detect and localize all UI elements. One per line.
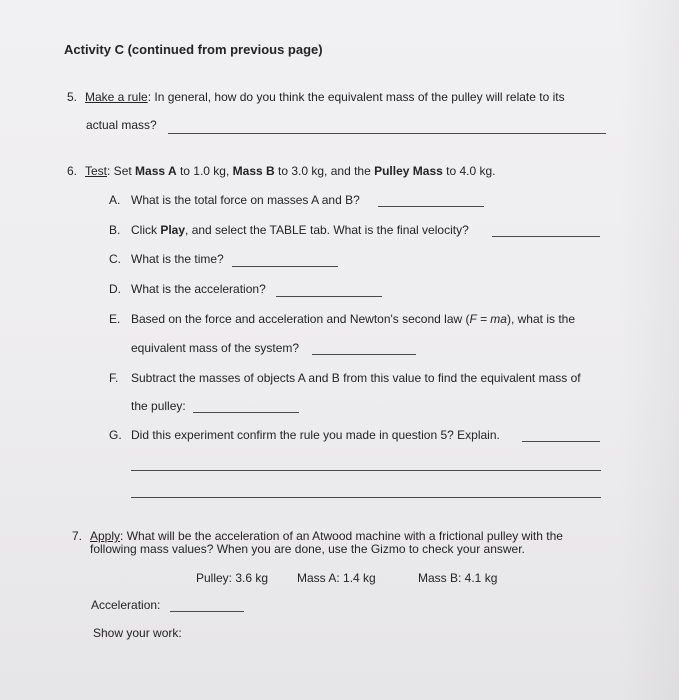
question-6g [109,428,500,442]
question-5-number: 5. [67,90,78,104]
question-6c-text: What is the time? [131,252,224,266]
question-6a [109,193,360,207]
question-6g-answer-line-2[interactable] [131,470,601,471]
question-6g-text: Did this experiment confirm the rule you made in question 5? Explain. [131,428,500,442]
question-6-number: 6. [67,164,78,178]
question-6d [109,282,266,296]
mass-a-label: Mass A [135,164,177,178]
question-5-line1 [67,90,565,104]
pulley-mass-value: Pulley: 3.6 kg [196,571,269,585]
question-7-text: : What will be the acceleration of an Atwood machine with a frictional pulley with the [120,529,563,543]
question-6f-line2: the pulley: [131,399,186,413]
question-6e-text-1: Based on the force and acceleration and Newton's second law ( [131,312,470,326]
question-6a-letter: A. [109,193,121,207]
question-6e-line1 [109,312,575,326]
question-6c [109,252,224,266]
question-6-text-1: : Set [107,164,136,178]
question-6b-letter: B. [109,223,121,237]
question-7-number: 7. [72,529,83,543]
question-6c-letter: C. [109,252,121,266]
acceleration-answer-line[interactable] [170,611,244,612]
question-6-stem [67,164,496,178]
mass-b-label: Mass B [232,164,275,178]
question-6f-answer-line[interactable] [193,412,299,413]
question-6e-line2: equivalent mass of the system? [131,341,300,355]
question-7-label: Apply [90,529,121,543]
question-5-label: Make a rule [85,90,148,104]
pulley-mass-label: Pulley Mass [374,164,443,178]
question-6e-letter: E. [109,312,121,326]
acceleration-label: Acceleration: [91,598,161,612]
question-5-answer-line[interactable] [168,133,606,134]
question-6-label: Test [85,164,108,178]
activity-title: Activity C (continued from previous page) [64,42,323,57]
newton-formula: F = ma [469,312,507,326]
question-6b-text-1: Click [131,223,161,237]
question-5-line2: actual mass? [86,118,157,132]
show-work-label: Show your work: [93,626,182,640]
question-6a-text: What is the total force on masses A and B? [131,193,360,207]
question-6d-answer-line[interactable] [276,296,382,297]
question-6g-answer-line-3[interactable] [131,497,601,498]
question-6d-letter: D. [109,282,121,296]
question-6d-text: What is the acceleration? [131,282,266,296]
question-6-text-3: to 3.0 kg, and the [274,164,375,178]
question-6b [109,223,469,237]
question-6-text-4: to 4.0 kg. [442,164,496,178]
question-6c-answer-line[interactable] [232,266,338,267]
question-6e-answer-line[interactable] [312,354,416,355]
question-6b-answer-line[interactable] [492,236,600,237]
question-7-line2: following mass values? When you are done, use the Gizmo to check your answer. [90,542,525,556]
question-6f-letter: F. [109,371,119,385]
question-6g-answer-line[interactable] [522,441,600,442]
page-shadow [619,0,679,700]
mass-b-value: Mass B: 4.1 kg [418,571,498,585]
question-6b-text-2: , and select the TABLE tab. What is the final velocity? [185,223,469,237]
question-5-text: : In general, how do you think the equivalent mass of the pulley will relate to its [147,90,565,104]
mass-a-value: Mass A: 1.4 kg [297,571,376,585]
play-label: Play [160,223,186,237]
question-7-line1 [72,529,563,543]
question-6e-text-2: ), what is the [506,312,575,326]
question-6f-text: Subtract the masses of objects A and B from this value to find the equivalent mass of [131,371,581,385]
question-6g-letter: G. [109,428,122,442]
question-6f-line1 [109,371,581,385]
question-6a-answer-line[interactable] [378,206,484,207]
question-6-text-2: to 1.0 kg, [176,164,233,178]
